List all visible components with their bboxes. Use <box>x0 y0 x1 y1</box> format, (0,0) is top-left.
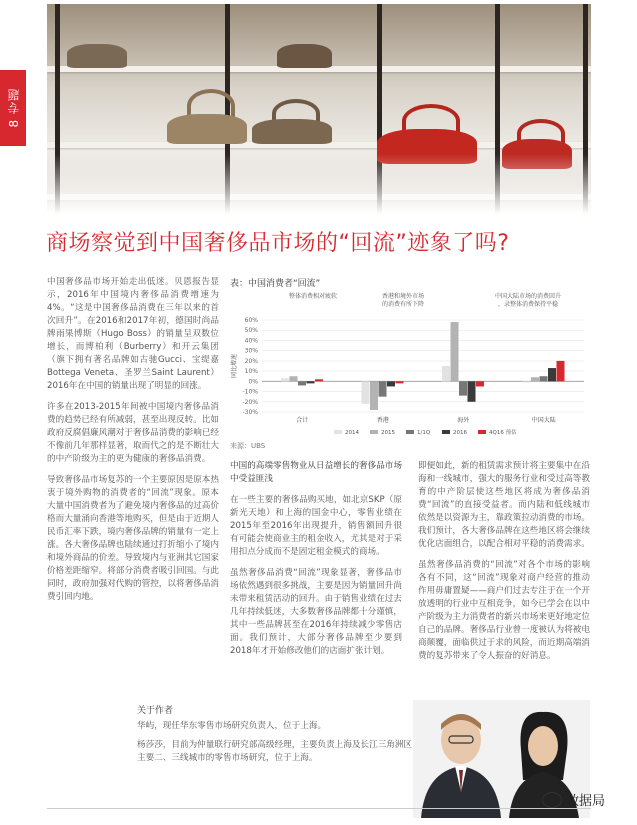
paragraph: 导致奢侈品市场复苏的一个主要原因是原本热衷于境外购物的消费者的“回流”现象。原本大量中国消费者为了避免境内奢侈品的过高价格而大量涌向香港等地购买，但是由于近期人民币汇率下跌，境内奢侈品牌的销量有一定上涨。各大奢侈品牌也陆续通过打折缩小了境内和境外商品的价差。导致境内与亚洲其它国家价格差距缩窄。将部分消费者吸引回国。与此同时，政府加强对代购的管控，以将奢侈品消费引回内地。 <box>47 475 219 602</box>
bar <box>476 381 484 386</box>
bar <box>298 381 306 385</box>
legend-swatch <box>478 430 486 434</box>
y-tick-label: -20% <box>242 398 258 406</box>
bar <box>459 381 467 395</box>
paragraph: 虽然奢侈品消费的“回流”对各个市场的影响各有不同，这“回流”现象对商户经营的推动作用毋庸置疑——商户们过去专注于在一个开放透明的行业中互相竞争，如今已学会在以中产阶级为主力消费者的新兴市场来更好地定位自己的品牌。奢侈品行业曾一度被认为将被电商颠覆，面临供过于求的风险，而近期高端消费的复苏带来了令人振奋的好消息。 <box>418 560 590 661</box>
bar-chart <box>228 286 590 438</box>
legend-label: 2015 <box>381 430 395 436</box>
author-bio: 华屿，现任华东零售市场研究负责人，位于上海。 <box>137 721 327 731</box>
x-tick-label: 合计 <box>296 417 309 424</box>
hero-photo-luxury-bags <box>47 4 591 214</box>
paragraph: 虽然奢侈品消费“回流”现象显著，奢侈品市场依然遇到很多挑战，主要是因为销量回升尚未带来租赁活动的回升。由于销售业绩在过去几年持续低迷，大多数奢侈品牌都十分谨慎，其中一些品牌甚至在2016年持续减少零售店面。我们预计，大部分奢侈品牌至少要到2018年才开始修改他们的店面扩张计划。 <box>230 568 402 656</box>
legend-swatch <box>334 430 342 434</box>
bar <box>290 376 298 381</box>
bar <box>379 381 387 396</box>
y-tick-label: 10% <box>244 368 258 376</box>
bar <box>307 381 315 383</box>
legend-label: 2014 <box>345 430 359 436</box>
chart-annotation: 中国大陆市场的消费回升，录整体消费保持平稳 <box>494 293 562 308</box>
x-tick-label: 中国大陆 <box>531 417 556 424</box>
bar <box>442 366 450 381</box>
y-tick-label: 40% <box>244 337 258 345</box>
x-tick-label: 香港 <box>376 417 389 424</box>
y-tick-label: 60% <box>244 317 258 324</box>
paragraph: 在一些主要的奢侈品购买地，如北京SKP（原新光天地）和上海的国金中心，零售业绩在2015年至2016年出现提升，销售额回升很有可能会使商业主的租金收入，尤其是对于采用扣点分成而不是固定租金模式的商场。 <box>230 495 402 557</box>
paragraph: 即便如此，新的租赁需求预计将主要集中在沿海和一线城市，强大的服务行业和受过高等教育的中产阶层使这些地区将成为奢侈品消费“回流”的直接受益者。而内陆和低线城市依然是以资源为主，靠政策拉动消费的市场。我们预计，各大奢侈品牌在这些地区将会继续优化店面组合，以配合相对平稳的消费需求。 <box>418 461 590 549</box>
bar <box>451 322 459 381</box>
bar <box>548 368 556 381</box>
legend-swatch <box>406 430 414 434</box>
legend-label: 4Q16 预估 <box>489 430 517 436</box>
column-middle <box>230 460 402 666</box>
y-tick-label: -10% <box>242 388 258 396</box>
author-bio: 杨莎莎，目前为仲量联行研究部高级经理，主要负责上海及长江三角洲区主要二、三线城市的零售市场研究，位于上海。 <box>137 740 413 763</box>
bar <box>523 381 531 382</box>
wechat-icon <box>542 792 562 808</box>
headline: 商场察觉到中国奢侈品市场的“回流”迹象了吗? <box>46 231 510 256</box>
y-axis-label: 同比增速 <box>231 353 238 379</box>
about-authors <box>137 705 417 771</box>
section-tab: 8 专题 <box>0 70 26 146</box>
legend-swatch <box>442 430 450 434</box>
watermark: 数据局 <box>542 790 605 809</box>
bar <box>315 379 323 381</box>
y-tick-label: 50% <box>244 327 258 335</box>
column-right <box>418 460 590 671</box>
bar <box>531 377 539 381</box>
bar <box>281 378 289 381</box>
bar <box>540 376 548 381</box>
bar <box>396 381 404 383</box>
bar <box>362 381 370 403</box>
legend-swatch <box>370 430 378 434</box>
bar <box>370 381 378 410</box>
legend-label: 2016 <box>453 430 467 436</box>
chart-source: 来源：UBS <box>230 442 266 450</box>
y-tick-label: -30% <box>242 409 258 416</box>
chart-annotation: 香港和境外市场的消费有所下降 <box>381 293 425 308</box>
footer-rule <box>47 808 591 809</box>
y-tick-label: 30% <box>244 347 258 355</box>
authors-heading: 关于作者 <box>137 706 174 716</box>
paragraph: 中国奢侈品市场开始走出低迷。贝恩报告显示，2016年中国境内奢侈品消费增速为4%。“这是中国奢侈品消费在三年以来的首次回升”。在2016和2017年初，德国时尚品牌雨果博斯（Hugo Boss）的销量呈双数位增长，而博柏利（Burberry）和开云集团（旗下拥有著名品牌如古驰Gucci、宝缇嘉Bottega Veneta、圣罗兰Saint Laurent）2016年在中国的销量出现了明显的回涨。 <box>47 277 219 391</box>
x-tick-label: 海外 <box>457 417 470 424</box>
y-tick-label: 20% <box>244 357 258 365</box>
bar <box>387 381 395 386</box>
subheading: 中国的高端零售物业从日益增长的奢侈品市场中受益匪浅 <box>230 461 402 484</box>
chart-annotation: 整体消费相对疲软 <box>288 293 338 300</box>
bar <box>468 381 476 401</box>
column-left <box>47 276 219 612</box>
chart-title: 表：中国消费者“回流” <box>230 279 321 289</box>
bar <box>557 361 565 381</box>
legend-label: 1/1Q <box>417 430 431 436</box>
y-tick-label: 0% <box>248 378 258 386</box>
paragraph: 许多在2013-2015年间被中国境内奢侈品消费的趋势已经有所减弱，甚至出现反转。比如政府反腐倡廉风潮对于奢侈品消费的影响已经不像前几年那样显著，取而代之的是不断壮大的中产阶级为主的更为健康的奢侈品消费。 <box>47 402 219 464</box>
